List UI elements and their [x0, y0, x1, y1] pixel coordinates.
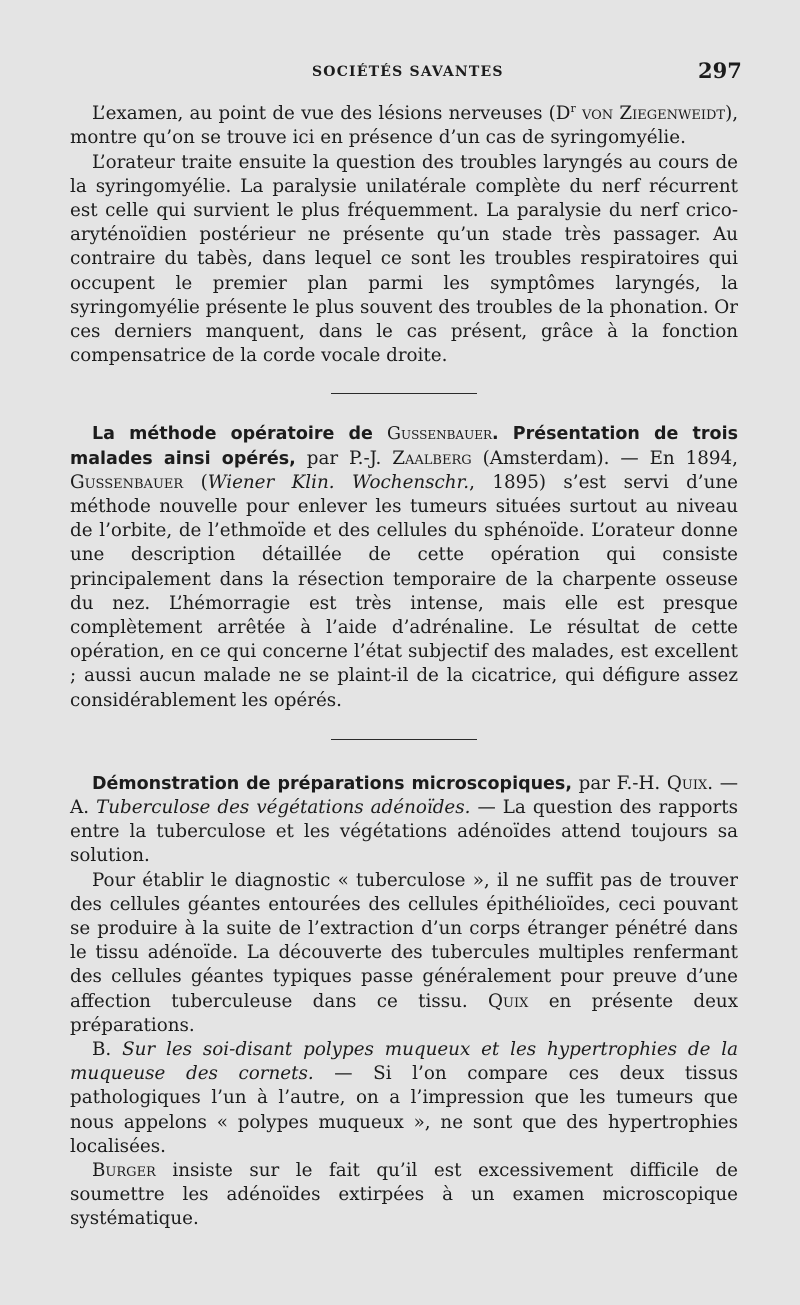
section3-paragraph-4: Burger insiste sur le fait qu’il est excessivement difficile de soumettre les adénoïdes extirpées à un examen microscopique systématique.	[70, 1160, 738, 1230]
author-name: von Ziegenweidt	[581, 103, 726, 125]
running-title: SOCIÉTÉS SAVANTES	[312, 64, 504, 80]
author-name: Quix	[666, 772, 708, 794]
section-divider	[331, 393, 477, 394]
page-body	[70, 97, 738, 1232]
section3-paragraph-1: Démonstration de préparations microscopiques, par F.-H. Quix. — A. Tuberculose des végétations adénoïdes. — La question des rapports entre la tuberculose et les végétations adénoïdes attend toujours sa solution.	[70, 772, 738, 867]
section1-paragraph-2: L’orateur traite ensuite la question des troubles laryngés au cours de la syringomyélie. La paralysie unilatérale complète du nerf récurrent est celle qui survient le plus fréquemment. La paralysie du nerf crico-aryténoïdien postérieur ne présente qu’un stade très passager. Au contraire du tabès, dans lequel ce sont les troubles respiratoires qui occupent le premier plan parmi les symptômes laryngés, la syringomyélie présente le plus souvent des troubles de la phonation. Or ces derniers manquent, dans le cas présent, grâce à la fonction compensatrice de la corde vocale droite.	[70, 151, 738, 367]
section2-heading: La méthode opératoire de Gussenbauer. Présentation de trois malades ainsi opérés,	[70, 424, 738, 469]
section2-paragraph: La méthode opératoire de Gussenbauer. Présentation de trois malades ainsi opérés, par P.-J. Zaalberg (Amsterdam). — En 1894, Gussenbauer (Wiener Klin. Wochenschr., 1895) s’est servi d’une méthode nouvelle pour enlever les tumeurs situées surtout au niveau de l’orbite, de l’ethmoïde et des cellules du sphénoïde. L’orateur donne une description détaillée de cette opération qui consiste principalement dans la résection temporaire de la charpente osseuse du nez. L’hémorragie est très intense, mais elle est presque complètement arrêtée à l’aide d’adrénaline. Le résultat de cette opération, en ce qui concerne l’état subjectif des malades, est excellent ; aussi aucun malade ne se plaint-il de la cicatrice, qui défigure assez considérablement les opérés.	[70, 424, 738, 711]
subsection-b-title: Sur les soi-disant polypes muqueux et les hypertrophies de la muqueuse des cornets.	[70, 1039, 738, 1085]
journal-title: Wiener Klin. Wochenschr.	[207, 471, 470, 493]
author-name: Zaalberg	[392, 447, 472, 469]
subsection-a-title: Tuberculose des végétations adénoïdes.	[96, 796, 471, 818]
page-header	[0, 58, 800, 88]
section3-paragraph-2: Pour établir le diagnostic « tuberculose », il ne suffit pas de trouver des cellules géantes entourées des cellules épithélioïdes, ceci pouvant se produire à la suite de l’extraction d’un corps étranger pénétré dans le tissu adénoïde. La découverte des tubercules multiples renfermant des cellules géantes typiques passe généralement pour preuve d’une affection tuberculeuse dans ce tissu. Quix en présente deux préparations.	[70, 869, 738, 1036]
section3-heading: Démonstration de préparations microscopiques,	[92, 773, 572, 794]
section1-paragraph-1: L’examen, au point de vue des lésions nerveuses ($D^r$ von Ziegenweidt), montre qu’on se trouve ici en présence d’un cas de syringomyélie.	[70, 102, 739, 149]
section-divider	[331, 739, 477, 740]
section3-paragraph-3: B. Sur les soi-disant polypes muqueux et les hypertrophies de la muqueuse des cornets. — Si l’on compare ces deux tissus pathologiques l’un à l’autre, on a l’impression que les tumeurs que nous appelons « polypes muqueux », ne sont que des hypertrophies localisées.	[70, 1039, 738, 1157]
page-number: 297	[698, 58, 742, 83]
